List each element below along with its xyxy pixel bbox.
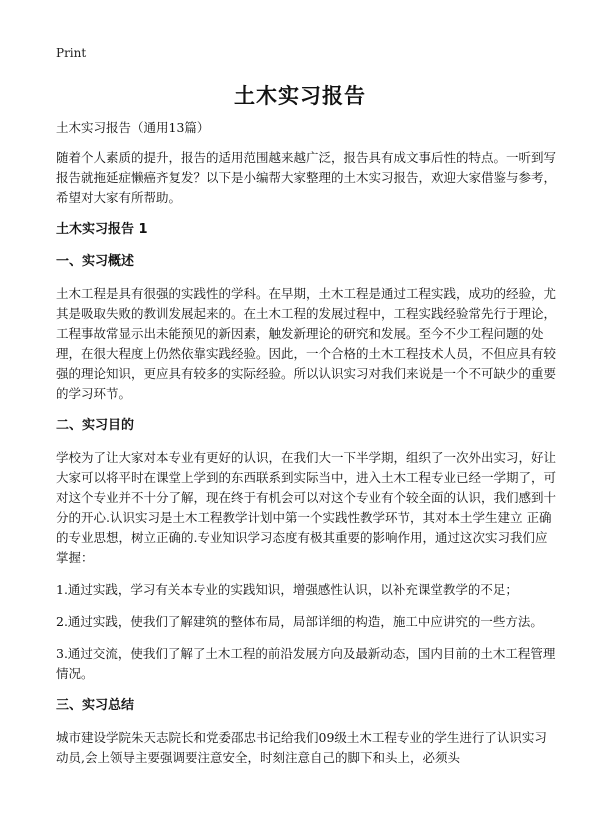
intro-paragraph: 随着个人素质的提升，报告的适用范围越来越广泛，报告具有成文事后性的特点。一听到写报告就拖延症懒癌齐复发？以下是小编帮大家整理的土木实习报告，欢迎大家借鉴与参考，希望对大家有所帮助。	[56, 150, 557, 205]
purpose-item-2: 2.通过实践，使我们了解建筑的整体布局，局部详细的构造，施工中应讲究的一些方法。	[56, 614, 543, 629]
section-heading-overview: 一、实习概述	[56, 254, 135, 269]
purpose-paragraph: 学校为了让大家对本专业有更好的认识，在我们大一下半学期，组织了一次外出实习，好让大家可以将平时在课堂上学到的东西联系到实际当中，进入土木工程专业已经一学期了，可对这个专业并不十分了解，现在终于有机会可以对这个专业有个较全面的认识，我们感到十分的开心.认识实习是土木工程教学计划中第一个实践性教学环节，其对本土学生建立 正确的专业思想，树立正确的.专业知识学习态度有极其重要的影响作用，通过这次实习我们应掌握：	[56, 450, 557, 565]
section-heading-purpose: 二、实习目的	[56, 418, 135, 433]
document-body	[56, 118, 556, 780]
report-heading: 土木实习报告 1	[56, 222, 148, 237]
page-title: 土木实习报告	[234, 84, 366, 108]
print-link[interactable]: Print	[56, 46, 87, 60]
document-subtitle: 土木实习报告（通用13篇）	[56, 120, 210, 135]
purpose-item-3: 3.通过交流，使我们了解了土木工程的前沿发展方向及最新动态，国内目前的土木工程管理情况。	[56, 646, 556, 681]
overview-paragraph: 土木工程是具有很强的实践性的学科。在早期，土木工程是通过工程实践，成功的经验，尤其是吸取失败的教训发展起来的。在土木工程的发展过程中，工程实践经验常先行于理论，工程事故常显示出未能预见的新因素，触发新理论的研究和发展。至今不少工程问题的处理，在很大程度上仍然依靠实践经验。因此，一个合格的土木工程技术人员，不但应具有较强的理论知识，更应具有较多的实际经验。所以认识实习对我们来说是一个不可缺少的重要的学习环节。	[56, 286, 557, 401]
purpose-item-1: 1.通过实践，学习有关本专业的实践知识，增强感性认识，以补充课堂教学的不足；	[56, 582, 518, 597]
summary-paragraph: 城市建设学院朱天志院长和党委邵忠书记给我们09级土木工程专业的学生进行了认识实习动员,会上领导主要强调要注意安全，时刻注意自己的脚下和头上，必须头	[56, 730, 547, 765]
section-heading-summary: 三、实习总结	[56, 698, 135, 713]
